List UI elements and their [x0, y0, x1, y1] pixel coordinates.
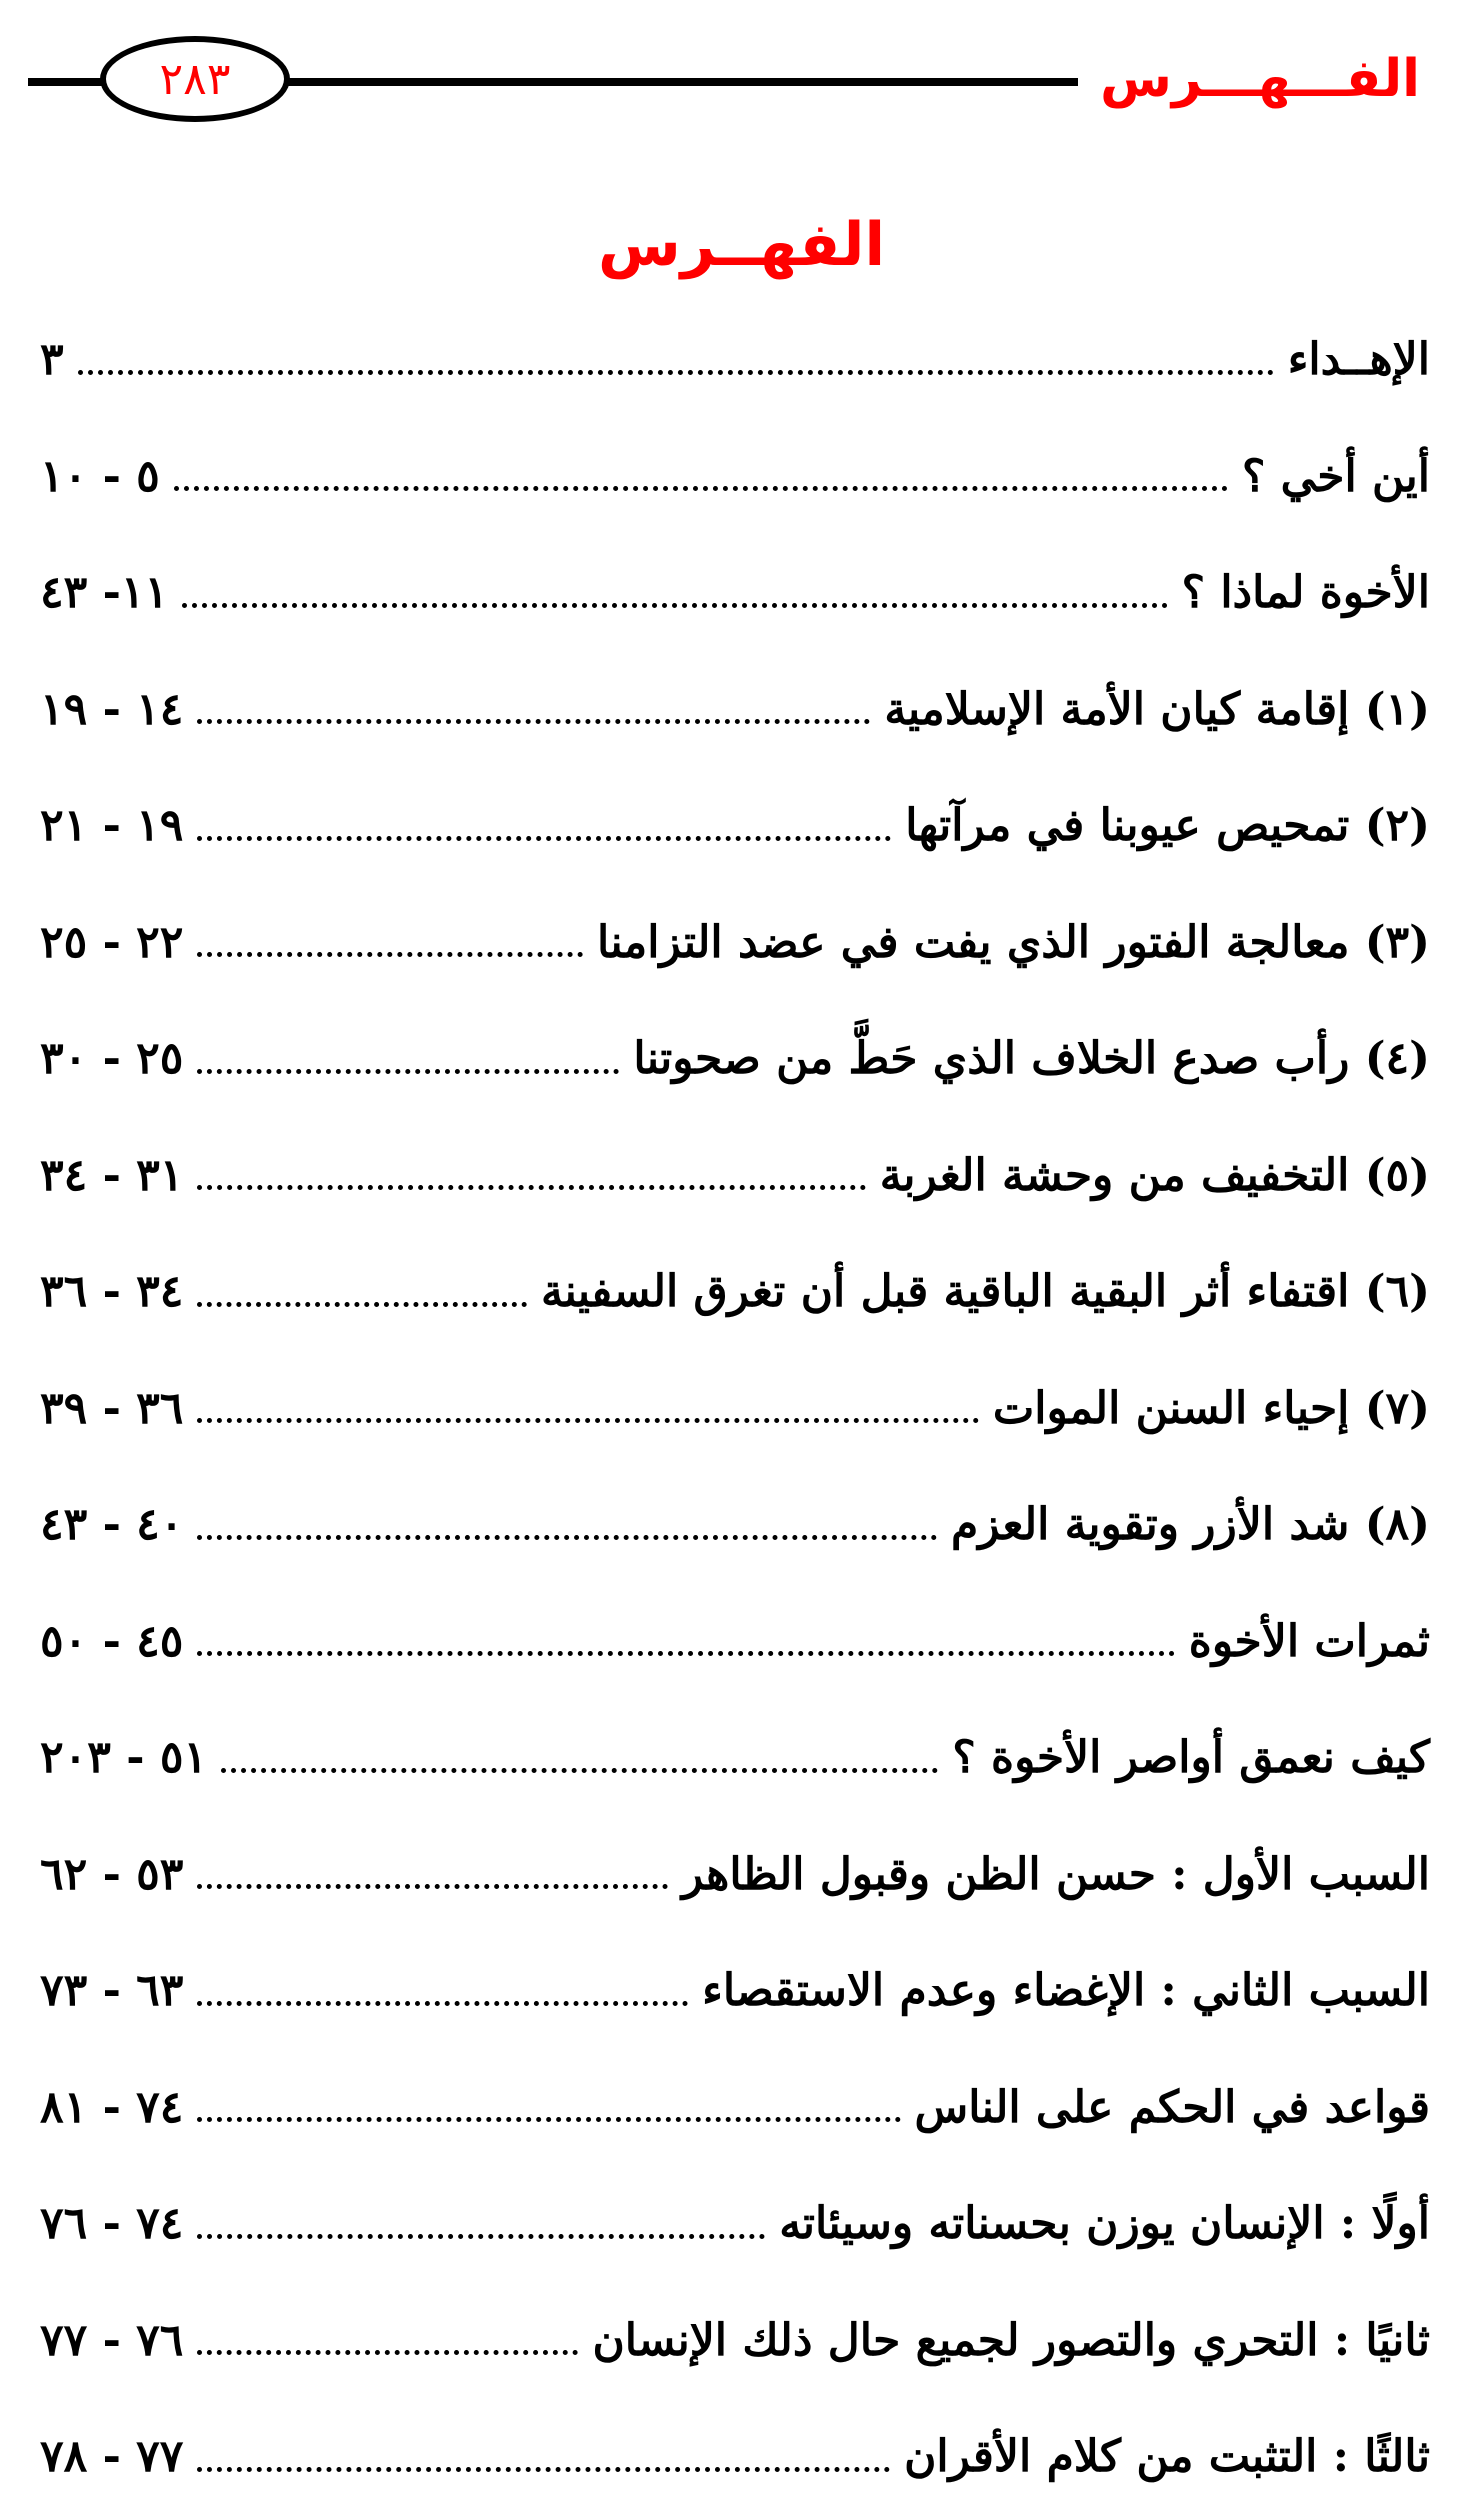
dot-leader — [197, 2467, 890, 2472]
dot-leader — [197, 1651, 1174, 1656]
dot-leader — [197, 1185, 865, 1190]
toc-entry-title: أولًا : الإنسان يوزن بحسناته وسيئاته — [779, 2198, 1430, 2250]
toc-entry — [40, 2283, 1430, 2400]
toc-entry — [40, 1467, 1430, 1584]
dot-leader — [197, 2001, 688, 2006]
toc-entry-pages: ٤٥ - ٥٠ — [40, 1615, 184, 1667]
toc-entry-pages: ١٤ - ١٩ — [40, 683, 184, 735]
toc-entry-pages: ٧٦ - ٧٧ — [40, 2314, 184, 2366]
page-header — [28, 36, 1430, 122]
toc-entry-pages: ٦٣ - ٧٣ — [40, 1965, 184, 2017]
toc-entry-pages: ٥٣ - ٦٢ — [40, 1848, 184, 1900]
toc-entry-pages: ٧٤ - ٧٦ — [40, 2198, 184, 2250]
toc-entry-pages: ٧٤ - ٨١ — [40, 2081, 184, 2133]
toc-entry-title: (٦) اقتفاء أثر البقية الباقية قبل أن تغرق السفينة — [540, 1266, 1430, 1318]
toc-entry — [40, 1118, 1430, 1235]
dot-leader — [197, 1302, 527, 1307]
toc-entry — [40, 1584, 1430, 1701]
dot-leader — [197, 1535, 937, 1540]
toc-entry — [40, 652, 1430, 769]
toc-entry — [40, 535, 1430, 652]
table-of-contents — [40, 302, 1430, 2516]
toc-entry — [40, 2050, 1430, 2167]
dot-leader — [182, 603, 1168, 608]
dot-leader — [197, 2350, 578, 2355]
toc-entry — [40, 768, 1430, 885]
toc-entry-pages: ٥ - ١٠ — [40, 450, 160, 502]
running-title: الفـــهـــرس — [1078, 40, 1430, 118]
toc-entry-title: (١) إقامة كيان الأمة الإسلامية — [884, 683, 1430, 735]
toc-entry-title: (٥) التخفيف من وحشة الغربة — [879, 1149, 1430, 1201]
toc-entry-pages: ٣٤ - ٣٦ — [40, 1266, 184, 1318]
toc-entry-title: السبب الثاني : الإغضاء وعدم الاستقصاء — [702, 1965, 1430, 2017]
toc-entry-pages: ٥١ - ٢٠٣ — [40, 1732, 208, 1784]
dot-leader — [197, 1884, 667, 1889]
dot-leader — [78, 370, 1274, 375]
toc-entry-pages: ٢٢ - ٢٥ — [40, 916, 184, 968]
dot-leader — [197, 952, 583, 957]
toc-entry-pages: ٣ — [40, 334, 64, 386]
toc-entry-pages: ٧٧ - ٧٨ — [40, 2431, 184, 2483]
toc-entry-pages: ١١- ٤٣ — [40, 567, 169, 619]
toc-entry-pages: ٢٥ - ٣٠ — [40, 1033, 184, 1085]
dot-leader — [197, 1069, 619, 1074]
toc-entry-pages: ٤٠ - ٤٣ — [40, 1499, 184, 1551]
toc-entry-title: (٣) معالجة الفتور الذي يفت في عضد التزامنا — [596, 916, 1430, 968]
toc-entry-title: (٨) شد الأزر وتقوية العزم — [950, 1499, 1430, 1551]
toc-entry-pages: ٣١ - ٣٤ — [40, 1149, 184, 1201]
toc-entry-title: أين أخي ؟ — [1241, 450, 1430, 502]
toc-entry-title: قواعد في الحكم على الناس — [914, 2081, 1430, 2133]
toc-entry-title: ثانيًا : التحري والتصور لجميع حال ذلك الإنسان — [592, 2314, 1430, 2366]
toc-entry — [40, 302, 1430, 419]
dot-leader — [174, 486, 1228, 491]
toc-entry-title: الإهــداء — [1287, 334, 1430, 386]
page-number-oval — [100, 36, 290, 122]
page-title: الفهــرس — [597, 210, 886, 280]
toc-entry-title: ثمرات الأخوة — [1188, 1615, 1430, 1667]
toc-entry — [40, 1700, 1430, 1817]
page-number: ٢٨٣ — [159, 53, 231, 105]
toc-entry-title: ثالثًا : التثبت من كلام الأقران — [904, 2431, 1430, 2483]
toc-entry — [40, 2399, 1430, 2516]
toc-entry — [40, 885, 1430, 1002]
toc-entry-pages: ١٩ - ٢١ — [40, 800, 184, 852]
toc-entry — [40, 1933, 1430, 2050]
dot-leader — [197, 2117, 900, 2122]
dot-leader — [197, 719, 870, 724]
toc-entry-pages: ٣٦ - ٣٩ — [40, 1382, 184, 1434]
dot-leader — [197, 2234, 765, 2239]
toc-entry-title: الأخوة لماذا ؟ — [1181, 567, 1430, 619]
toc-entry-title: السبب الأول : حسن الظن وقبول الظاهر — [681, 1848, 1430, 1900]
toc-entry-title: (٧) إحياء السنن الموات — [992, 1382, 1430, 1434]
toc-entry — [40, 1001, 1430, 1118]
dot-leader — [197, 1418, 978, 1423]
toc-entry — [40, 1817, 1430, 1934]
toc-entry-title: كيف نعمق أواصر الأخوة ؟ — [952, 1732, 1430, 1784]
toc-entry-title: (٤) رأب صدع الخلاف الذي حَطَّ من صحوتنا — [633, 1033, 1430, 1085]
toc-entry-title: (٢) تمحيص عيوبنا في مرآتها — [905, 800, 1430, 852]
toc-entry — [40, 1234, 1430, 1351]
toc-entry — [40, 1351, 1430, 1468]
dot-leader — [197, 836, 891, 841]
toc-entry — [40, 2166, 1430, 2283]
toc-entry — [40, 419, 1430, 536]
dot-leader — [221, 1768, 938, 1773]
